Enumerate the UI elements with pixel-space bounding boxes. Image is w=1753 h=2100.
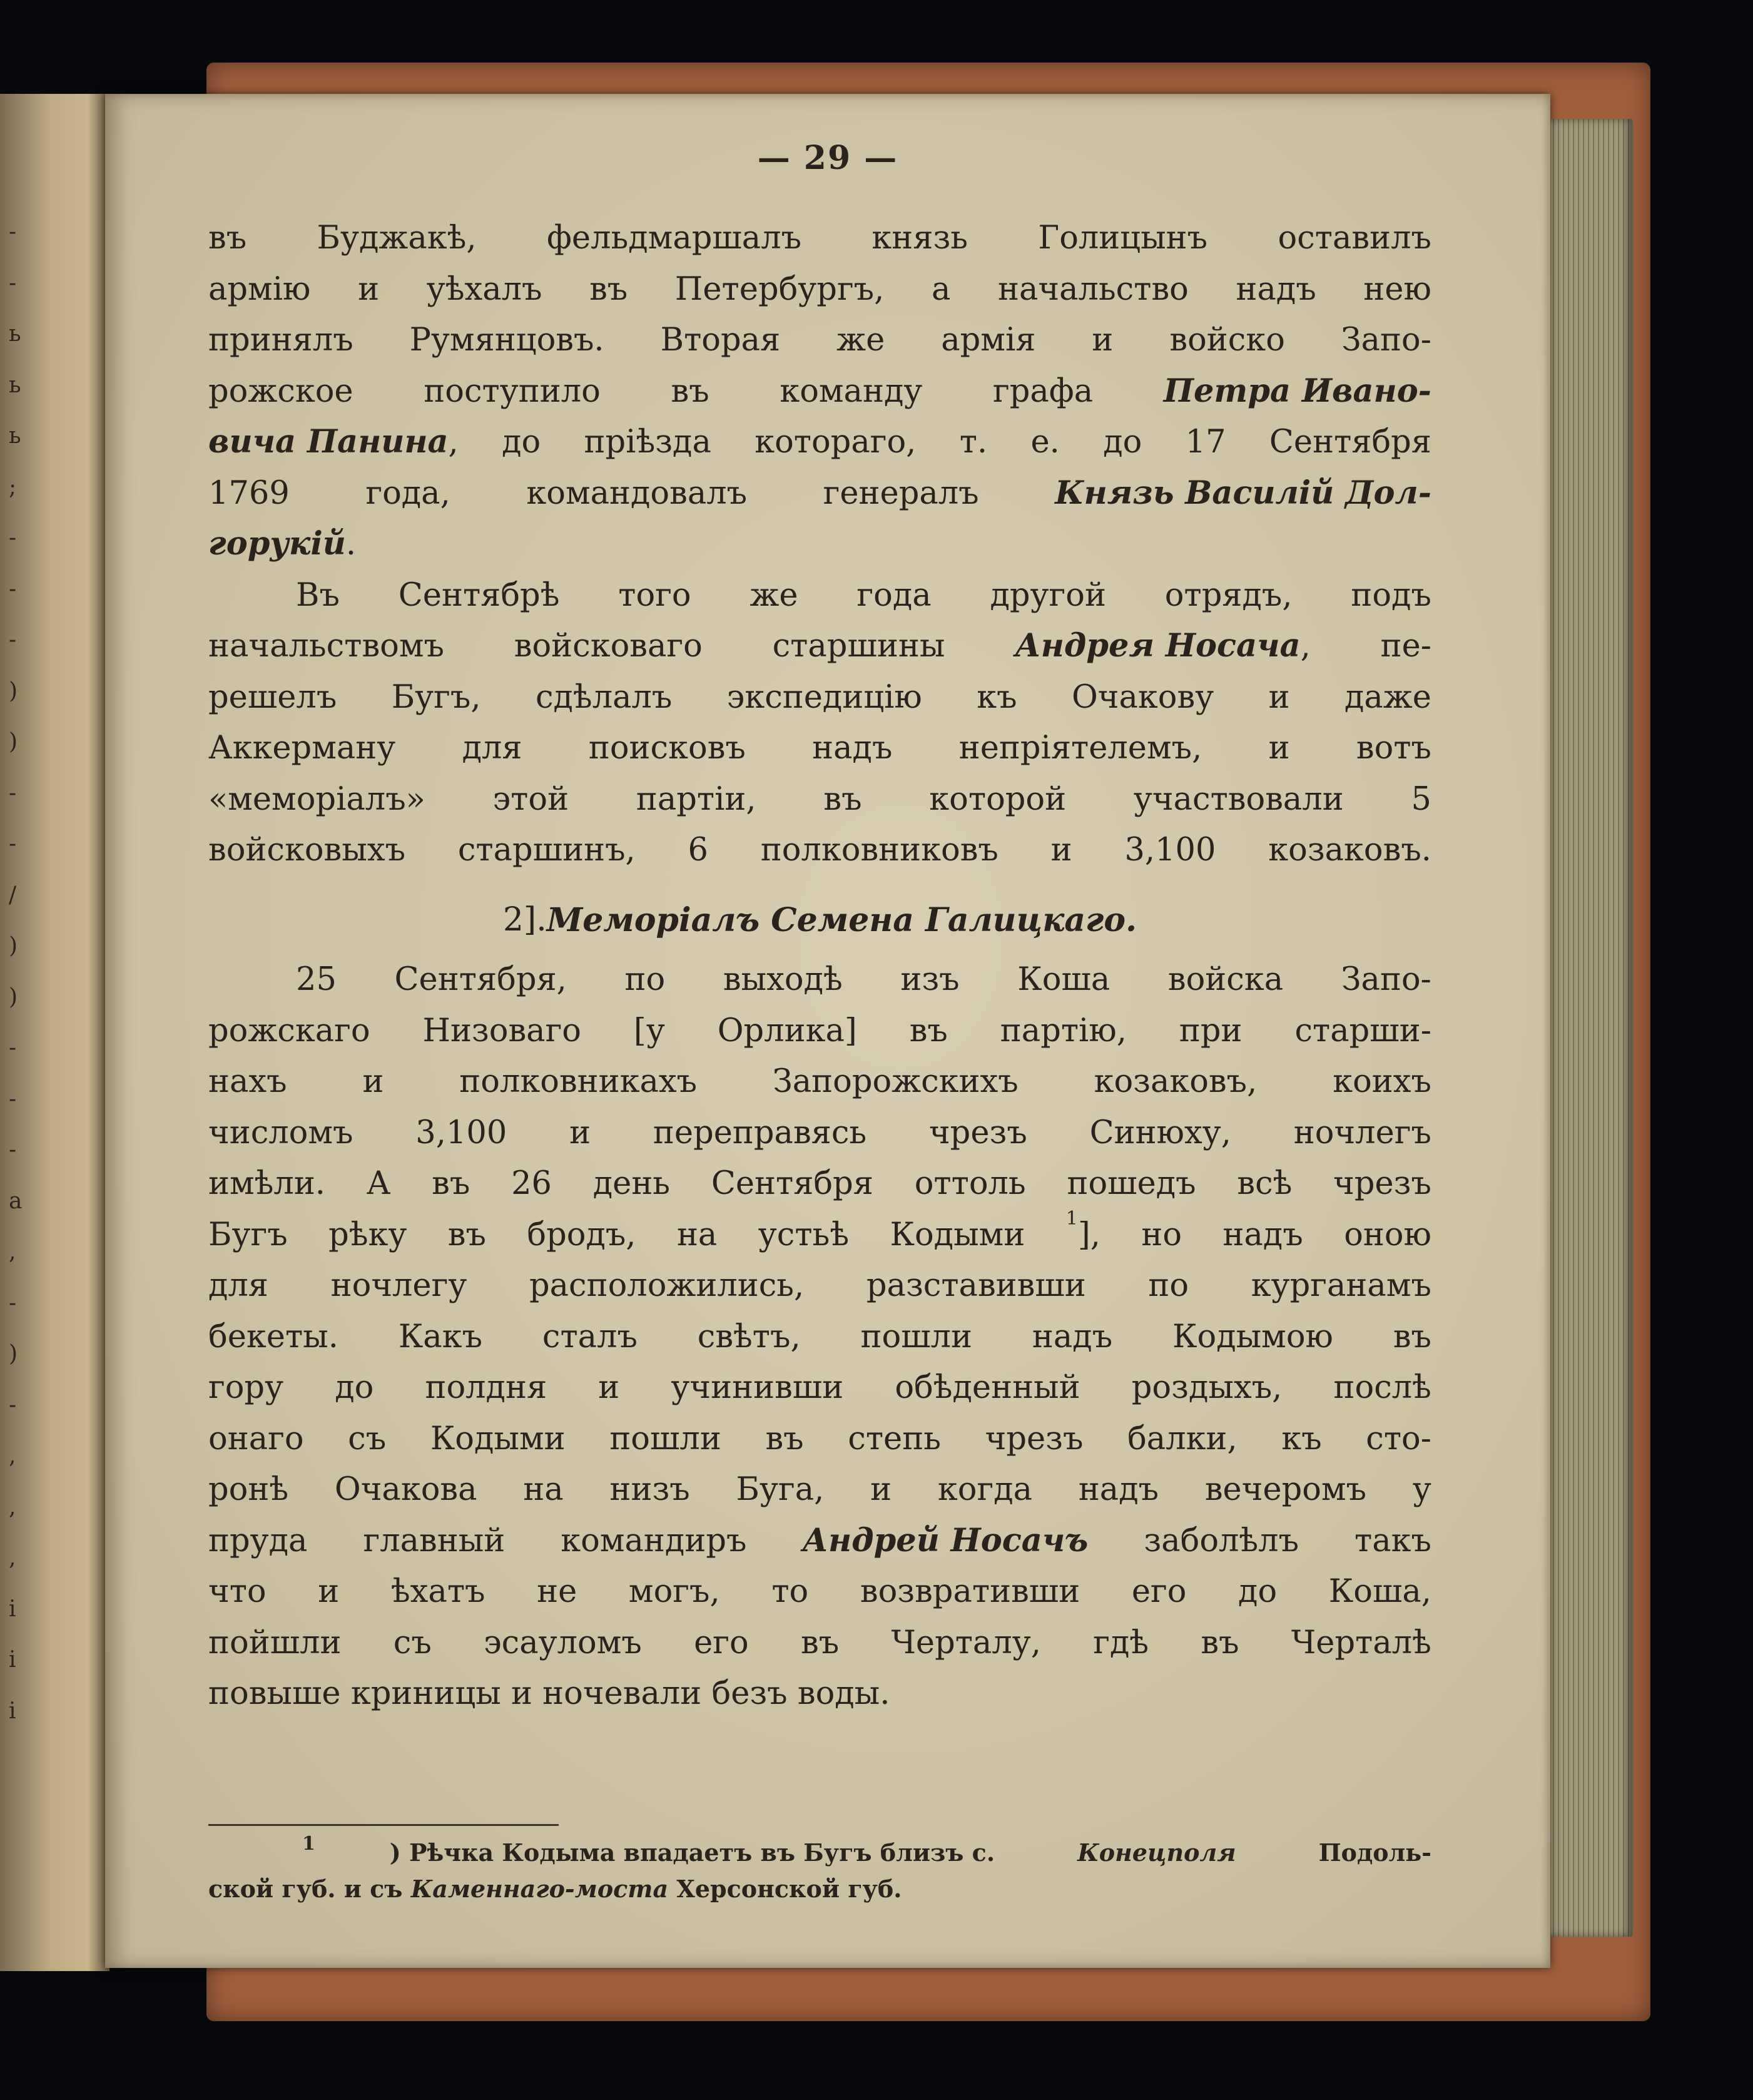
word: пріѣзда bbox=[584, 424, 711, 461]
word: переправясь bbox=[653, 1114, 867, 1151]
word: когда bbox=[937, 1471, 1033, 1508]
margin-mark: - bbox=[9, 1290, 17, 1316]
word: же bbox=[836, 322, 885, 359]
word: изъ bbox=[900, 961, 960, 998]
section-heading bbox=[208, 895, 1431, 946]
text-line bbox=[208, 1312, 1431, 1363]
word: армія bbox=[941, 322, 1036, 359]
word: же bbox=[749, 576, 798, 614]
text-line bbox=[208, 672, 1431, 723]
word: для bbox=[208, 1267, 268, 1304]
word: что bbox=[208, 1573, 267, 1610]
text-line bbox=[208, 825, 1431, 876]
word: Сентября, bbox=[394, 961, 567, 998]
word: года, bbox=[365, 474, 450, 512]
text-line bbox=[208, 1414, 1431, 1465]
footnote-rule bbox=[208, 1824, 559, 1826]
word: безъ bbox=[711, 1675, 788, 1712]
word: то bbox=[771, 1573, 809, 1610]
word: такъ bbox=[1354, 1522, 1431, 1559]
word: партіи, bbox=[636, 780, 756, 818]
margin-mark: a bbox=[9, 1188, 23, 1214]
word: 6 bbox=[688, 832, 708, 869]
italic-place: Каменнаго-моста bbox=[410, 1875, 669, 1903]
margin-mark: / bbox=[9, 882, 17, 908]
word: и bbox=[1092, 322, 1114, 359]
word: непріятелемъ, bbox=[958, 730, 1202, 767]
margin-mark: - bbox=[9, 1035, 17, 1061]
word bbox=[1055, 468, 1431, 519]
margin-mark: - bbox=[9, 780, 17, 806]
word: Запо- bbox=[1341, 961, 1431, 998]
word: 3,100 bbox=[415, 1114, 507, 1151]
margin-mark: , bbox=[9, 1443, 16, 1469]
word: въ bbox=[1201, 1624, 1239, 1661]
word: оставилъ bbox=[1278, 220, 1431, 257]
footnote-marker: 1 bbox=[1065, 1207, 1078, 1230]
word: $^1$], bbox=[1065, 1207, 1100, 1253]
margin-mark: i bbox=[9, 1596, 16, 1622]
text-line bbox=[208, 1668, 1431, 1720]
word: войска bbox=[1167, 961, 1284, 998]
word: и bbox=[1268, 730, 1290, 767]
word: послѣ bbox=[1333, 1369, 1431, 1406]
margin-mark: ) bbox=[9, 1341, 18, 1367]
word: обѣденный bbox=[895, 1369, 1080, 1406]
word: 3,100 bbox=[1124, 832, 1216, 869]
word: учинивши bbox=[671, 1369, 844, 1406]
word: до bbox=[502, 424, 541, 461]
word: низъ bbox=[609, 1471, 690, 1508]
word: и bbox=[1050, 832, 1072, 869]
word: ночевали bbox=[542, 1675, 702, 1712]
word: но bbox=[1141, 1216, 1182, 1253]
word: пруда bbox=[208, 1522, 308, 1559]
word: въ bbox=[208, 220, 247, 257]
word: Орлика] bbox=[717, 1012, 857, 1049]
word: года bbox=[856, 576, 932, 614]
word: его bbox=[1131, 1573, 1187, 1610]
word: заболѣлъ bbox=[1144, 1522, 1299, 1559]
word: числомъ bbox=[208, 1114, 353, 1151]
text-line bbox=[208, 723, 1431, 774]
text-line bbox=[208, 1516, 1431, 1567]
word: участвовали bbox=[1133, 780, 1344, 818]
word: при bbox=[1179, 1012, 1242, 1049]
word: надъ bbox=[1032, 1318, 1113, 1355]
word: надъ bbox=[1078, 1471, 1159, 1508]
word: Сентябрѣ bbox=[398, 576, 560, 614]
word: и bbox=[1268, 678, 1290, 716]
word: и bbox=[358, 270, 380, 308]
italic-place: Конецполя bbox=[1077, 1838, 1236, 1867]
text-line bbox=[208, 621, 1431, 672]
word: [у bbox=[633, 1012, 665, 1049]
text-line bbox=[208, 570, 1431, 621]
word: другой bbox=[990, 576, 1106, 614]
margin-mark: , bbox=[9, 1239, 16, 1265]
text-line bbox=[208, 519, 1431, 570]
word: старшины bbox=[772, 628, 945, 665]
margin-mark: , bbox=[9, 1545, 16, 1571]
word: отрядъ, bbox=[1164, 576, 1293, 614]
word: Низоваго bbox=[422, 1012, 581, 1049]
word: возвративши bbox=[860, 1573, 1080, 1610]
text-line bbox=[208, 1056, 1431, 1108]
word: Сентября bbox=[711, 1165, 873, 1202]
text-line bbox=[208, 1158, 1431, 1210]
footnote-text: ской губ. и съ bbox=[208, 1875, 411, 1903]
word: т. bbox=[959, 424, 988, 461]
word: Бугъ, bbox=[391, 678, 481, 716]
word: и bbox=[598, 1369, 620, 1406]
word: Черталѣ bbox=[1291, 1624, 1431, 1661]
word: Кодыми bbox=[890, 1216, 1025, 1253]
word: въ bbox=[1393, 1318, 1431, 1355]
text-line bbox=[208, 1260, 1431, 1312]
text-line bbox=[208, 213, 1431, 264]
word: Вторая bbox=[660, 322, 781, 359]
word: до bbox=[335, 1369, 374, 1406]
text-line bbox=[208, 774, 1431, 825]
word: е. bbox=[1030, 424, 1060, 461]
word: Коша, bbox=[1328, 1573, 1431, 1610]
word: оттоль bbox=[914, 1165, 1026, 1202]
word: всѣ bbox=[1237, 1165, 1293, 1202]
word: пошедъ bbox=[1067, 1165, 1196, 1202]
text-line bbox=[208, 1108, 1431, 1159]
word: которой bbox=[929, 780, 1067, 818]
margin-mark: - bbox=[9, 525, 17, 551]
text-line bbox=[208, 1362, 1431, 1414]
word: старши- bbox=[1294, 1012, 1431, 1049]
margin-mark: ) bbox=[9, 984, 18, 1010]
word: онаго bbox=[208, 1420, 304, 1457]
word: гору bbox=[208, 1369, 284, 1406]
word: въ bbox=[589, 270, 628, 308]
word: Коша bbox=[1017, 961, 1110, 998]
word: роздыхъ, bbox=[1131, 1369, 1283, 1406]
word: Петербургъ, bbox=[674, 270, 885, 308]
word: Буга, bbox=[736, 1471, 825, 1508]
word: и bbox=[870, 1471, 892, 1508]
word: козаковъ, bbox=[1094, 1063, 1258, 1100]
word: его bbox=[694, 1624, 749, 1661]
margin-mark: - bbox=[9, 219, 17, 245]
word: Аккерману bbox=[208, 730, 396, 767]
word: день bbox=[592, 1165, 671, 1202]
word: сдѣлалъ bbox=[535, 678, 673, 716]
word: 1769 bbox=[208, 474, 290, 512]
word: Очакова bbox=[334, 1471, 477, 1508]
word: Бугъ bbox=[208, 1216, 288, 1253]
word: вечеромъ bbox=[1204, 1471, 1367, 1508]
footnote-line bbox=[208, 1835, 1431, 1871]
word: командиръ bbox=[561, 1522, 747, 1559]
word: войсковаго bbox=[514, 628, 703, 665]
word: коихъ bbox=[1333, 1063, 1431, 1100]
margin-mark: ) bbox=[9, 933, 18, 959]
text-line bbox=[208, 954, 1431, 1006]
word: бродъ, bbox=[527, 1216, 636, 1253]
footnote-text: Херсонской губ. bbox=[668, 1875, 902, 1903]
word: А bbox=[366, 1165, 391, 1202]
word bbox=[1164, 366, 1431, 417]
word: генералъ bbox=[823, 474, 979, 512]
word: полковникахъ bbox=[459, 1063, 698, 1100]
word: подъ bbox=[1351, 576, 1431, 614]
word: графа bbox=[993, 372, 1094, 410]
word: бекеты. bbox=[208, 1318, 338, 1355]
text-line bbox=[208, 468, 1431, 519]
word: командовалъ bbox=[526, 474, 748, 512]
word: пе- bbox=[1380, 628, 1431, 665]
word: надъ bbox=[812, 730, 893, 767]
word: съ bbox=[348, 1420, 387, 1457]
word: въ bbox=[909, 1012, 948, 1049]
word: поступило bbox=[424, 372, 601, 410]
word: рѣку bbox=[328, 1216, 407, 1253]
word: начальство bbox=[998, 270, 1189, 308]
word: курганамъ bbox=[1251, 1267, 1431, 1304]
word: команду bbox=[780, 372, 923, 410]
heading-number: 2]. bbox=[502, 900, 547, 939]
word: по bbox=[1148, 1267, 1189, 1304]
word: устьѣ bbox=[758, 1216, 850, 1253]
word: уѣхалъ bbox=[426, 270, 542, 308]
word: принялъ bbox=[208, 322, 353, 359]
italic-name: Петра Ивано- bbox=[1163, 372, 1431, 410]
word: 26 bbox=[511, 1165, 552, 1202]
word: къ bbox=[977, 678, 1017, 716]
word: и bbox=[362, 1063, 384, 1100]
word: сталъ bbox=[542, 1318, 638, 1355]
margin-mark: ь bbox=[9, 423, 21, 449]
word: балки, bbox=[1127, 1420, 1237, 1457]
word: 17 bbox=[1185, 424, 1226, 461]
word: сто- bbox=[1366, 1420, 1431, 1457]
word: чрезъ bbox=[1333, 1165, 1431, 1202]
word: въ bbox=[447, 1216, 486, 1253]
word: Запо- bbox=[1341, 322, 1431, 359]
word: полдня bbox=[425, 1369, 547, 1406]
footnote-line bbox=[208, 1871, 1431, 1907]
margin-mark: i bbox=[9, 1698, 16, 1724]
word: 25 bbox=[296, 961, 337, 998]
margin-mark: - bbox=[9, 576, 17, 602]
page-number: — 29 — bbox=[757, 139, 898, 177]
margin-mark: ) bbox=[9, 729, 18, 755]
text-line bbox=[208, 315, 1431, 366]
word: до bbox=[1103, 424, 1142, 461]
word: чрезъ bbox=[985, 1420, 1084, 1457]
margin-mark: - bbox=[9, 627, 17, 653]
word: главный bbox=[363, 1522, 506, 1559]
footnote-text: Подоль- bbox=[1310, 1838, 1431, 1867]
word: полковниковъ bbox=[760, 832, 998, 869]
word: войсковыхъ bbox=[208, 832, 406, 869]
text-line bbox=[208, 1207, 1431, 1261]
book-page bbox=[105, 94, 1550, 1968]
margin-mark: ; bbox=[9, 474, 17, 500]
italic-name: Андрей Носачъ bbox=[802, 1521, 1089, 1559]
margin-mark: ) bbox=[9, 678, 18, 704]
word: Кодымою bbox=[1172, 1318, 1333, 1355]
word: выходѣ bbox=[723, 961, 843, 998]
italic-name: горукій bbox=[208, 525, 346, 563]
text-line bbox=[208, 1006, 1431, 1057]
word: и bbox=[511, 1675, 532, 1712]
word: и bbox=[569, 1114, 591, 1151]
word: Запорожскихъ bbox=[772, 1063, 1019, 1100]
word: Сентября bbox=[1269, 424, 1431, 461]
word: въ bbox=[765, 1420, 804, 1457]
word: партію, bbox=[1000, 1012, 1127, 1049]
margin-mark: - bbox=[9, 270, 17, 296]
word: Кодыми bbox=[430, 1420, 566, 1457]
word: въ bbox=[671, 372, 709, 410]
word: того bbox=[618, 576, 691, 614]
footnote-marker: 1 bbox=[302, 1833, 315, 1855]
page-edges bbox=[1545, 119, 1633, 1937]
text-line bbox=[208, 1566, 1431, 1618]
word: и bbox=[318, 1573, 340, 1610]
word: вича Панина, bbox=[208, 423, 459, 461]
text-line bbox=[208, 1618, 1431, 1669]
word: войско bbox=[1169, 322, 1285, 359]
word: котораго, bbox=[755, 424, 917, 461]
word: надъ bbox=[1222, 1216, 1303, 1253]
word: воды. bbox=[797, 1675, 890, 1712]
word: пойшли bbox=[208, 1624, 342, 1661]
margin-mark: - bbox=[9, 1392, 17, 1418]
word: въ bbox=[801, 1624, 840, 1661]
word: Буджакѣ, bbox=[317, 220, 477, 257]
word: старшинъ, bbox=[457, 832, 636, 869]
word: повыше bbox=[208, 1675, 341, 1712]
italic-name: Князь Василій Дол- bbox=[1055, 474, 1431, 512]
word: Какъ bbox=[398, 1318, 483, 1355]
margin-mark: ь bbox=[9, 321, 21, 347]
word: нахъ bbox=[208, 1063, 287, 1100]
word: свѣтъ, bbox=[697, 1318, 801, 1355]
word: для bbox=[462, 730, 522, 767]
text-line bbox=[208, 417, 1431, 468]
word: пошли bbox=[860, 1318, 973, 1355]
word: князь bbox=[871, 220, 968, 257]
word: по bbox=[624, 961, 666, 998]
margin-mark: - bbox=[9, 1137, 17, 1163]
text-line bbox=[208, 366, 1431, 417]
word: экспедицію bbox=[726, 678, 922, 716]
word: Очакову bbox=[1071, 678, 1214, 716]
word: нею bbox=[1363, 270, 1431, 308]
word: ночлегу bbox=[330, 1267, 467, 1304]
word: «меморіалъ» bbox=[208, 780, 425, 818]
word: въ bbox=[432, 1165, 470, 1202]
word: криницы bbox=[350, 1675, 501, 1712]
word: гдѣ bbox=[1093, 1624, 1149, 1661]
margin-mark: i bbox=[9, 1647, 16, 1673]
word: надъ bbox=[1236, 270, 1316, 308]
word: начальствомъ bbox=[208, 628, 444, 665]
word: козаковъ. bbox=[1268, 832, 1431, 869]
word: рожское bbox=[208, 372, 353, 410]
word: а bbox=[931, 270, 951, 308]
paragraph-3 bbox=[208, 954, 1431, 1720]
word: поисковъ bbox=[588, 730, 746, 767]
word: армію bbox=[208, 270, 311, 308]
word bbox=[802, 1516, 1088, 1567]
word: оною bbox=[1344, 1216, 1431, 1253]
word: имѣли. bbox=[208, 1165, 326, 1202]
word: съ bbox=[393, 1624, 432, 1661]
word: Андрея Носача, bbox=[1015, 627, 1311, 665]
word: у bbox=[1412, 1471, 1431, 1508]
italic-name: Андрея Носача bbox=[1015, 627, 1301, 665]
margin-mark: - bbox=[9, 1086, 17, 1112]
word: на bbox=[523, 1471, 564, 1508]
paragraph-1 bbox=[208, 213, 1431, 570]
word: чрезъ bbox=[928, 1114, 1027, 1151]
heading-title: Меморіалъ Семена Галицкаго. bbox=[546, 900, 1137, 939]
paragraph-2 bbox=[208, 570, 1431, 876]
word: до bbox=[1238, 1573, 1278, 1610]
word: Въ bbox=[296, 576, 340, 614]
word: даже bbox=[1344, 678, 1431, 716]
word: вотъ bbox=[1356, 730, 1431, 767]
word: не bbox=[537, 1573, 577, 1610]
footnote bbox=[208, 1835, 1431, 1907]
word: рожскаго bbox=[208, 1012, 370, 1049]
word: пошли bbox=[609, 1420, 721, 1457]
word: эсауломъ bbox=[484, 1624, 642, 1661]
word: къ bbox=[1281, 1420, 1322, 1457]
word: въ bbox=[823, 780, 862, 818]
word: горукій. bbox=[208, 525, 357, 563]
footnote-text: ) Рѣчка Кодыма впадаетъ въ Бугъ близъ с. bbox=[389, 1838, 1004, 1867]
previous-page-marks bbox=[0, 94, 38, 1971]
word: разставивши bbox=[866, 1267, 1086, 1304]
word: фельдмаршалъ bbox=[546, 220, 802, 257]
text-line bbox=[208, 264, 1431, 315]
word: могъ, bbox=[628, 1573, 720, 1610]
word: ронѣ bbox=[208, 1471, 289, 1508]
word: ночлегъ bbox=[1293, 1114, 1431, 1151]
margin-mark: ь bbox=[9, 372, 21, 398]
word: расположились, bbox=[529, 1267, 805, 1304]
margin-mark: , bbox=[9, 1494, 16, 1520]
word: решелъ bbox=[208, 678, 337, 716]
word: Голицынъ bbox=[1038, 220, 1208, 257]
word: Синюху, bbox=[1089, 1114, 1231, 1151]
word: Румянцовъ. bbox=[409, 322, 604, 359]
italic-name: вича Панина bbox=[208, 423, 449, 461]
word: ѣхатъ bbox=[390, 1573, 485, 1610]
word: этой bbox=[492, 780, 569, 818]
margin-mark: - bbox=[9, 831, 17, 857]
word: 5 bbox=[1411, 780, 1431, 818]
word: степь bbox=[848, 1420, 941, 1457]
word: на bbox=[676, 1216, 718, 1253]
word: Черталу, bbox=[891, 1624, 1041, 1661]
main-text bbox=[208, 213, 1431, 1720]
text-line bbox=[208, 1464, 1431, 1516]
